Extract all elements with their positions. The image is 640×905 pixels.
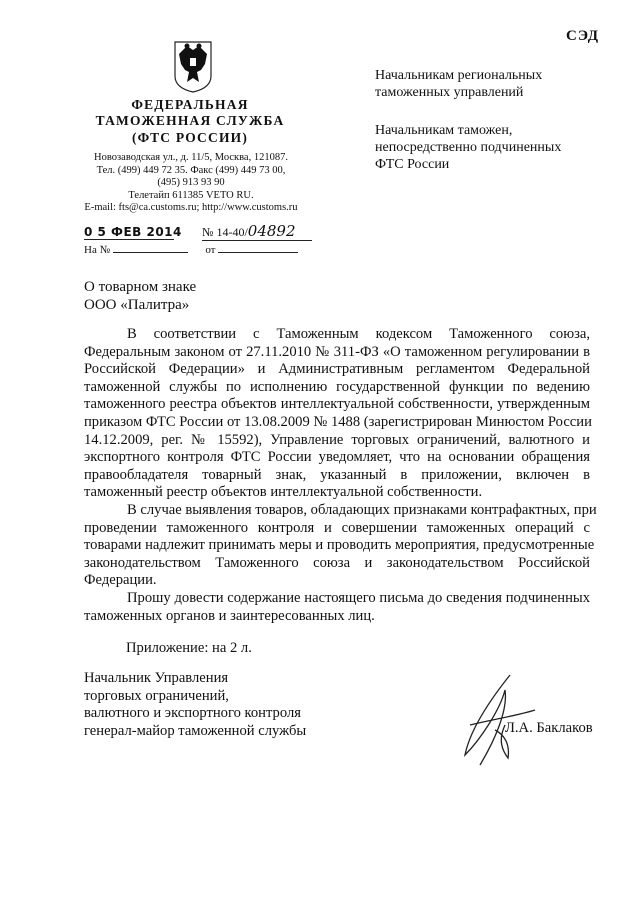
signatory-line: Начальник Управления bbox=[84, 670, 229, 686]
number-handwritten: 04892 bbox=[247, 222, 296, 240]
recipient-line: таможенных управлений bbox=[375, 85, 524, 100]
na-blank bbox=[113, 252, 188, 253]
ot-label: от bbox=[205, 244, 216, 256]
body-line: таможенных органов и заинтересованных лиц. bbox=[84, 607, 375, 624]
subject bbox=[84, 278, 196, 314]
recipient-line: ФТС России bbox=[375, 157, 450, 172]
address-line: Тел. (499) 449 72 35. Факс (499) 449 73 00, bbox=[96, 164, 286, 176]
body-line: проведении таможенного контроля и совершении таможенных операций с bbox=[84, 519, 590, 536]
org-name-line3: (ФТС РОССИИ) bbox=[131, 130, 249, 145]
body-line: экспортного контроля ФТС России уведомляет, что на основании обращения bbox=[84, 449, 590, 466]
body-line: таможенного реестра объектов интеллектуальной собственности, утвержденным bbox=[84, 396, 590, 413]
recipient-block bbox=[375, 122, 561, 173]
annex-note: Приложение: на 2 л. bbox=[126, 640, 252, 656]
body-line: законодательством Таможенного союза и законодательством Российской bbox=[84, 554, 590, 571]
na-label: На № bbox=[84, 244, 111, 256]
address-line: (495) 913 93 90 bbox=[157, 177, 225, 188]
letter-number bbox=[202, 222, 312, 241]
subject-line: О товарном знаке bbox=[84, 279, 197, 295]
recipient-line: Начальникам таможен, bbox=[375, 123, 513, 138]
subject-line: ООО «Палитра» bbox=[84, 297, 190, 313]
letter-date: 0 5 ФЕВ 2014 bbox=[84, 225, 182, 239]
org-name-line1: ФЕДЕРАЛЬНАЯ bbox=[131, 97, 249, 112]
signatory-title bbox=[84, 670, 306, 740]
body-line: 14.12.2009, рег. № 15592), Управление торговых ограничений, валютного и bbox=[84, 431, 590, 448]
signatory-name: Л.А. Баклаков bbox=[505, 720, 593, 736]
coat-of-arms-icon bbox=[173, 40, 213, 94]
body-line: Федеральным законом от 27.11.2010 № 311-ФЗ «О таможенном регулировании в bbox=[84, 343, 590, 360]
org-name-line2: ТАМОЖЕННАЯ СЛУЖБА bbox=[95, 113, 285, 128]
recipient-line: непосредственно подчиненных bbox=[375, 140, 562, 155]
letter-body bbox=[84, 326, 597, 625]
address-line: E-mail: fts@ca.customs.ru; http://www.customs.ru bbox=[84, 202, 298, 213]
reference-line bbox=[84, 244, 344, 256]
body-line: Российской Федерации» и Административным регламентом Федеральной bbox=[84, 361, 590, 378]
body-line: В соответствии с Таможенным кодексом Таможенного союза, bbox=[127, 326, 590, 342]
org-address bbox=[60, 152, 322, 215]
body-line: Федерации. bbox=[84, 572, 157, 589]
recipient-line: Начальникам региональных bbox=[375, 68, 543, 83]
body-paragraph bbox=[84, 501, 597, 590]
recipient-block bbox=[375, 67, 542, 101]
signatory-line: торговых ограничений, bbox=[84, 687, 229, 704]
body-paragraph bbox=[84, 326, 590, 502]
address-line: Телетайп 611385 VETO RU. bbox=[128, 189, 254, 201]
sed-marker: СЭД bbox=[566, 28, 600, 44]
body-line: правообладателя товарный знак, указанный в приложении, включен в bbox=[84, 466, 590, 483]
address-line: Новозаводская ул., д. 11/5, Москва, 121087. bbox=[94, 152, 288, 163]
body-line: таможенный реестр объектов интеллектуальной собственности. bbox=[84, 484, 483, 501]
ot-blank bbox=[218, 252, 298, 253]
signatory-line: генерал-майор таможенной службы bbox=[84, 722, 307, 739]
number-prefix: № 14-40/ bbox=[202, 225, 248, 239]
body-line: товарами надлежит принимать меры и проводить мероприятия, предусмотренные bbox=[84, 537, 595, 554]
body-line: приказом ФТС России от 13.08.2009 № 1488 (зарегистрирован Минюстом России bbox=[84, 413, 592, 430]
signatory-line: валютного и экспортного контроля bbox=[84, 705, 301, 721]
body-paragraph bbox=[84, 590, 590, 625]
date-number-line bbox=[84, 222, 344, 241]
body-line: В случае выявления товаров, обладающих признаками контрафактных, при bbox=[127, 501, 597, 518]
body-line: таможенной службы по исполнению государственной функции по ведению bbox=[84, 378, 590, 395]
body-line: Прошу довести содержание настоящего письма до сведения подчиненных bbox=[127, 589, 590, 606]
